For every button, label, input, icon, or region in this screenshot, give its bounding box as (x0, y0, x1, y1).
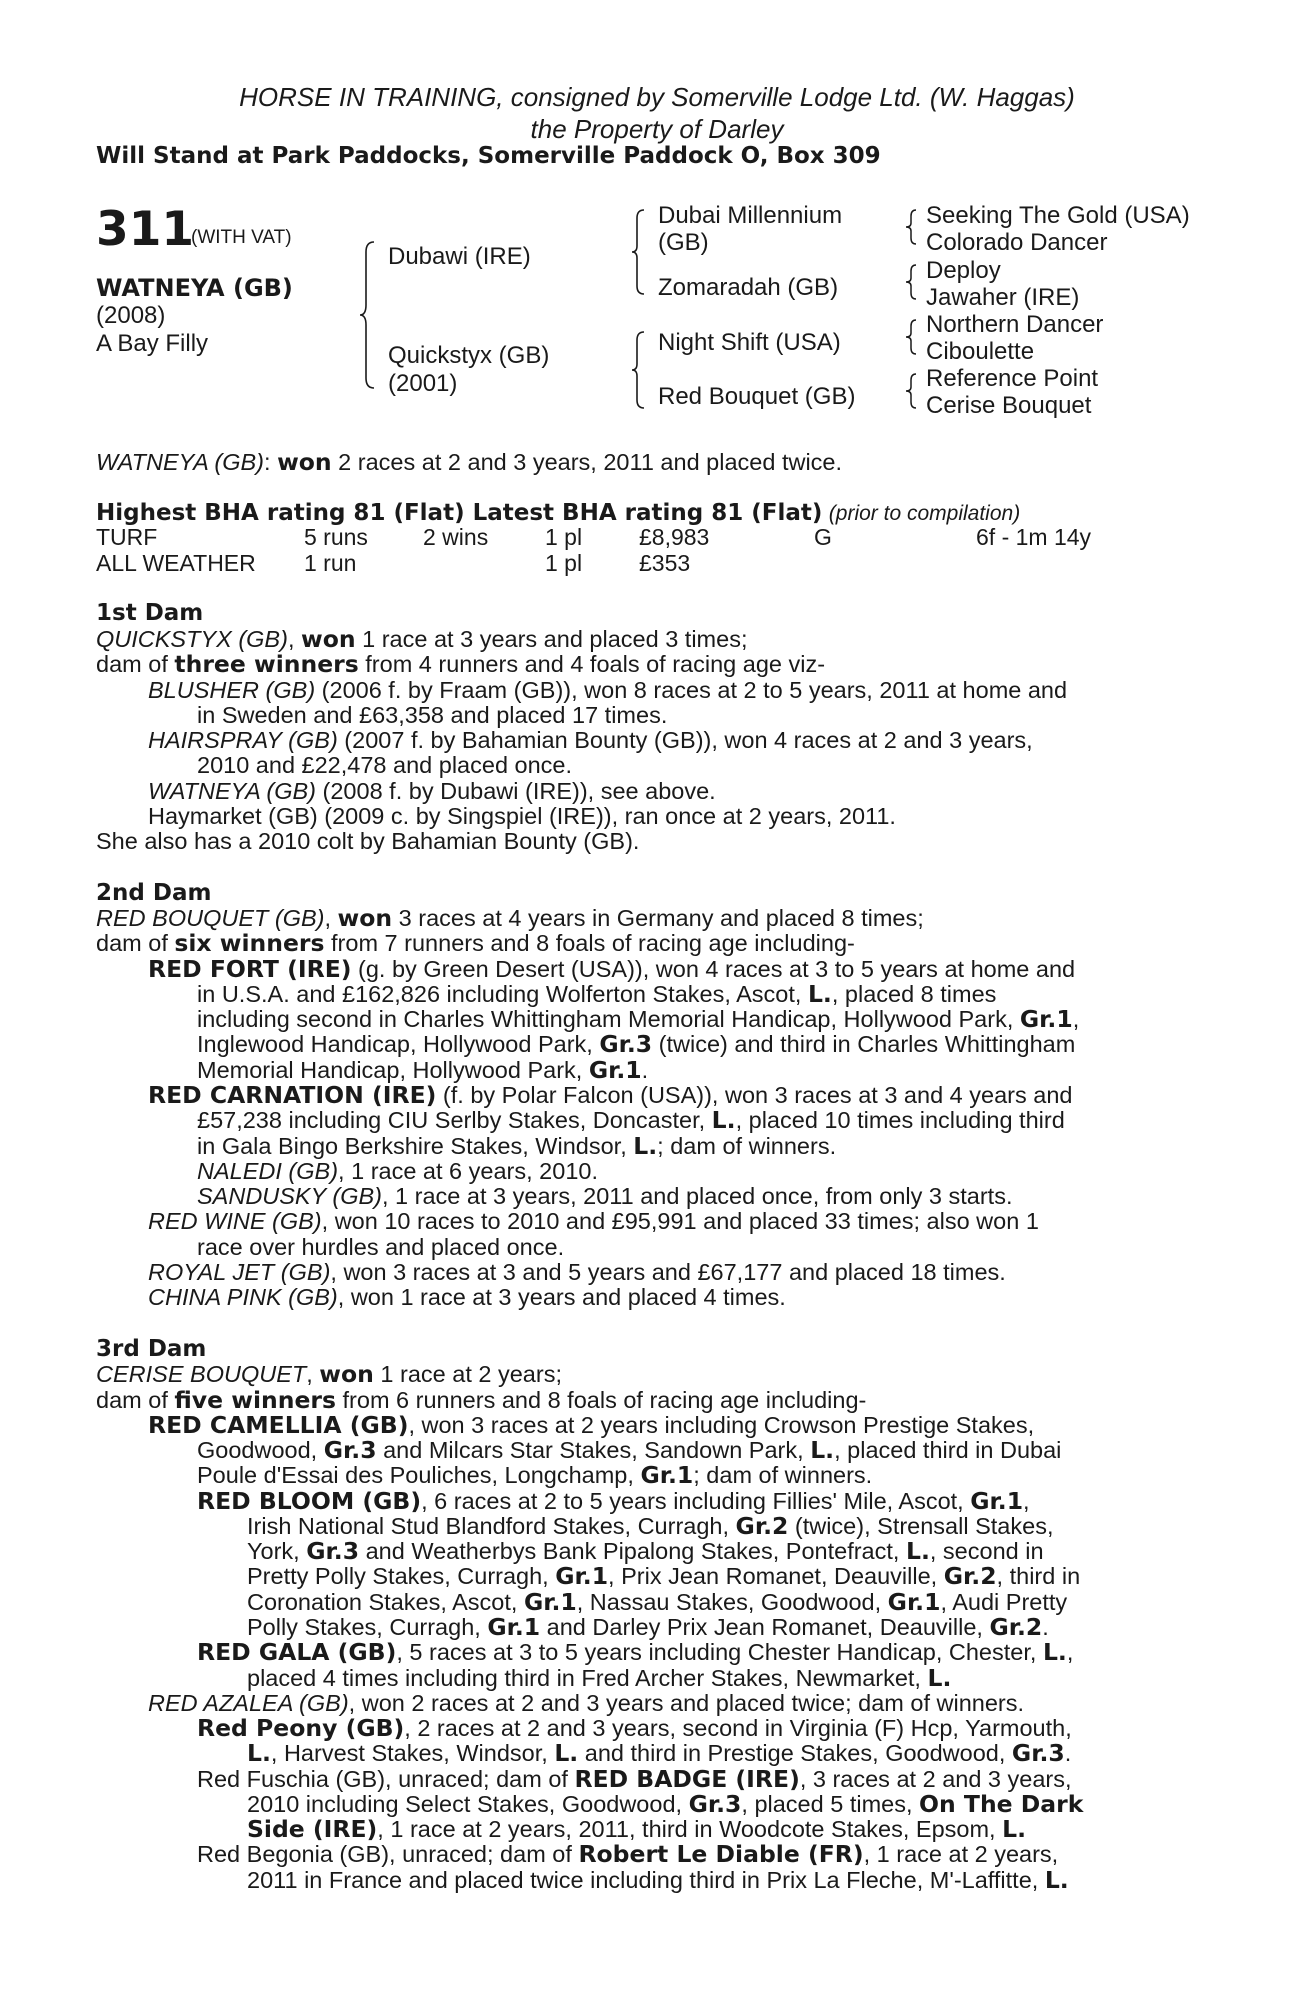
turf-going: G (814, 524, 832, 550)
red-camellia-line-1: RED CAMELLIA (GB), won 3 races at 2 years including Crowson Prestige Stakes, (148, 1411, 1035, 1439)
naledi-line: NALEDI (GB), 1 race at 6 years, 2010. (197, 1158, 598, 1184)
pedigree-ggs-3: Deploy (926, 257, 1001, 284)
red-peony-line-2: L., Harvest Stakes, Windsor, L. and third in Prestige Stakes, Goodwood, Gr.3. (247, 1739, 1072, 1767)
blusher-line-1: BLUSHER (GB) (2006 f. by Fraam (GB)), won 8 races at 2 to 5 years, 2011 at home and (148, 677, 1068, 703)
red-bloom-line-2: Irish National Stud Blandford Stakes, Curragh, Gr.2 (twice), Strensall Stakes, (247, 1512, 1054, 1540)
turf-earnings: £8,983 (639, 524, 710, 550)
rating-line: Highest BHA rating 81 (Flat) Latest BHA rating 81 (Flat) (prior to compilation) (96, 500, 1021, 526)
hairspray-line-2: 2010 and £22,478 and placed once. (197, 752, 573, 778)
sandusky-line: SANDUSKY (GB), 1 race at 3 years, 2011 and placed once, from only 3 starts. (197, 1183, 1013, 1209)
pedigree-brace-sire (632, 208, 650, 296)
turf-distance: 6f - 1m 14y (976, 524, 1092, 550)
china-pink-line: CHINA PINK (GB), won 1 race at 3 years and placed 4 times. (148, 1284, 786, 1310)
pedigree-gs1-a: Dubai Millennium (658, 202, 843, 229)
first-dam-produce: dam of three winners from 4 runners and 4 foals of racing age viz- (96, 650, 826, 678)
pedigree-brace-gs3 (906, 318, 922, 356)
aw-earnings: £353 (639, 550, 691, 576)
horse-year: (2008) (96, 302, 166, 329)
royal-jet-line: ROYAL JET (GB), won 3 races at 3 and 5 years and £67,177 and placed 18 times. (148, 1259, 1006, 1285)
first-dam-record: QUICKSTYX (GB), won 1 race at 3 years and placed 3 times; (96, 625, 748, 653)
header-property: the Property of Darley (530, 114, 784, 144)
red-wine-line-2: race over hurdles and placed once. (197, 1234, 565, 1260)
aw-label: ALL WEATHER (96, 550, 256, 576)
pedigree-gs4: Red Bouquet (GB) (658, 383, 856, 410)
horse-name: WATNEYA (GB) (96, 274, 293, 302)
pedigree-dam: Quickstyx (GB) (388, 342, 550, 369)
red-gala-line-2: placed 4 times including third in Fred Archer Stakes, Newmarket, L. (247, 1664, 952, 1692)
red-camellia-line-3: Poule d'Essai des Pouliches, Longchamp, Gr.1; dam of winners. (197, 1461, 873, 1489)
pedigree-ggs-7: Reference Point (926, 365, 1099, 392)
pedigree-sire: Dubawi (IRE) (388, 243, 531, 270)
aw-placed: 1 pl (545, 550, 583, 576)
pedigree-brace-gs2 (906, 263, 922, 301)
red-fuschia-line-3: Side (IRE), 1 race at 2 years, 2011, third in Woodcote Stakes, Epsom, L. (247, 1815, 1027, 1843)
header-consignor: HORSE IN TRAINING, consigned by Somerville Lodge Ltd. (W. Haggas) (239, 82, 1075, 112)
blusher-line-2: in Sweden and £63,358 and placed 17 times. (197, 702, 668, 728)
red-carnation-line-2: £57,238 including CIU Serlby Stakes, Doncaster, L., placed 10 times including third (197, 1106, 1065, 1134)
pedigree-ggs-6: Ciboulette (926, 338, 1035, 365)
pedigree-ggs-2: Colorado Dancer (926, 229, 1108, 256)
race-summary: WATNEYA (GB): won 2 races at 2 and 3 years, 2011 and placed twice. (96, 448, 843, 476)
horse-description: A Bay Filly (96, 330, 209, 357)
red-azalea-line: RED AZALEA (GB), won 2 races at 2 and 3 years and placed twice; dam of winners. (148, 1690, 1025, 1716)
second-dam-record: RED BOUQUET (GB), won 3 races at 4 years in Germany and placed 8 times; (96, 904, 924, 932)
turf-wins: 2 wins (423, 524, 489, 550)
pedigree-brace-main (360, 240, 380, 390)
pedigree-ggs-1: Seeking The Gold (USA) (926, 202, 1190, 229)
red-gala-line-1: RED GALA (GB), 5 races at 3 to 5 years including Chester Handicap, Chester, L., (197, 1638, 1074, 1666)
pedigree-dam-year: (2001) (388, 370, 458, 397)
red-carnation-line-3: in Gala Bingo Berkshire Stakes, Windsor, L.; dam of winners. (197, 1132, 837, 1160)
red-camellia-line-2: Goodwood, Gr.3 and Milcars Star Stakes, Sandown Park, L., placed third in Dubai (197, 1436, 1062, 1464)
red-fort-line-3: including second in Charles Whittingham Memorial Handicap, Hollywood Park, Gr.1, (197, 1005, 1080, 1033)
second-dam-title: 2nd Dam (96, 880, 212, 906)
turf-label: TURF (96, 524, 158, 550)
summary-name: WATNEYA (GB) (96, 449, 264, 475)
first-dam-title: 1st Dam (96, 600, 204, 626)
watneya-line: WATNEYA (GB) (2008 f. by Dubawi (IRE)), see above. (148, 778, 716, 804)
pedigree-gs2: Zomaradah (GB) (658, 274, 839, 301)
red-fort-line-1: RED FORT (IRE) (g. by Green Desert (USA)), won 4 races at 3 to 5 years at home and (148, 955, 1076, 983)
red-carnation-line-1: RED CARNATION (IRE) (f. by Polar Falcon (USA)), won 3 races at 3 and 4 years and (148, 1081, 1073, 1109)
third-dam-title: 3rd Dam (96, 1336, 207, 1362)
red-bloom-line-5: Coronation Stakes, Ascot, Gr.1, Nassau Stakes, Goodwood, Gr.1, Audi Pretty (247, 1588, 1068, 1616)
red-begonia-line-2: 2011 in France and placed twice including third in Prix La Fleche, M'-Laffitte, L. (247, 1866, 1069, 1894)
pedigree-gs1-b: (GB) (658, 229, 709, 256)
colt-line: She also has a 2010 colt by Bahamian Bounty (GB). (96, 828, 640, 854)
red-begonia-line-1: Red Begonia (GB), unraced; dam of Robert Le Diable (FR), 1 race at 2 years, (197, 1840, 1059, 1868)
red-wine-line-1: RED WINE (GB), won 10 races to 2010 and £95,991 and placed 33 times; also won 1 (148, 1208, 1039, 1234)
red-fuschia-line-1: Red Fuschia (GB), unraced; dam of RED BADGE (IRE), 3 races at 2 and 3 years, (197, 1765, 1072, 1793)
third-dam-produce: dam of five winners from 6 runners and 8 foals of racing age including- (96, 1386, 867, 1414)
hairspray-line-1: HAIRSPRAY (GB) (2007 f. by Bahamian Bounty (GB)), won 4 races at 2 and 3 years, (148, 727, 1033, 753)
second-dam-produce: dam of six winners from 7 runners and 8 foals of racing age including- (96, 929, 855, 957)
red-bloom-line-6: Polly Stakes, Curragh, Gr.1 and Darley Prix Jean Romanet, Deauville, Gr.2. (247, 1613, 1049, 1641)
pedigree-brace-gs4 (906, 372, 922, 410)
vat-label: (WITH VAT) (191, 227, 292, 248)
pedigree-brace-gs1 (906, 208, 922, 246)
haymarket-line: Haymarket (GB) (2009 c. by Singspiel (IRE)), ran once at 2 years, 2011. (148, 803, 896, 829)
pedigree-ggs-5: Northern Dancer (926, 311, 1104, 338)
third-dam-record: CERISE BOUQUET, won 1 race at 2 years; (96, 1360, 562, 1388)
red-bloom-line-1: RED BLOOM (GB), 6 races at 2 to 5 years including Fillies' Mile, Ascot, Gr.1, (197, 1487, 1030, 1515)
turf-runs: 5 runs (304, 524, 368, 550)
red-peony-line-1: Red Peony (GB), 2 races at 2 and 3 years, second in Virginia (F) Hcp, Yarmouth, (197, 1714, 1072, 1742)
lot-number: 311 (96, 202, 195, 257)
turf-placed: 1 pl (545, 524, 583, 550)
red-bloom-line-3: York, Gr.3 and Weatherbys Bank Pipalong Stakes, Pontefract, L., second in (247, 1537, 1044, 1565)
pedigree-brace-dam (632, 330, 650, 410)
red-fort-line-4: Inglewood Handicap, Hollywood Park, Gr.3 (twice) and third in Charles Whittingham (197, 1030, 1076, 1058)
red-fort-line-5: Memorial Handicap, Hollywood Park, Gr.1. (197, 1056, 649, 1084)
aw-runs: 1 run (304, 550, 357, 576)
red-bloom-line-4: Pretty Polly Stakes, Curragh, Gr.1, Prix Jean Romanet, Deauville, Gr.2, third in (247, 1562, 1081, 1590)
red-fort-line-2: in U.S.A. and £162,826 including Wolferton Stakes, Ascot, L., placed 8 times (197, 980, 997, 1008)
pedigree-gs3: Night Shift (USA) (658, 329, 841, 356)
header-location: Will Stand at Park Paddocks, Somerville Paddock O, Box 309 (96, 143, 881, 169)
pedigree-ggs-8: Cerise Bouquet (926, 392, 1092, 419)
pedigree-ggs-4: Jawaher (IRE) (926, 284, 1080, 311)
red-fuschia-line-2: 2010 including Select Stakes, Goodwood, Gr.3, placed 5 times, On The Dark (247, 1790, 1084, 1818)
